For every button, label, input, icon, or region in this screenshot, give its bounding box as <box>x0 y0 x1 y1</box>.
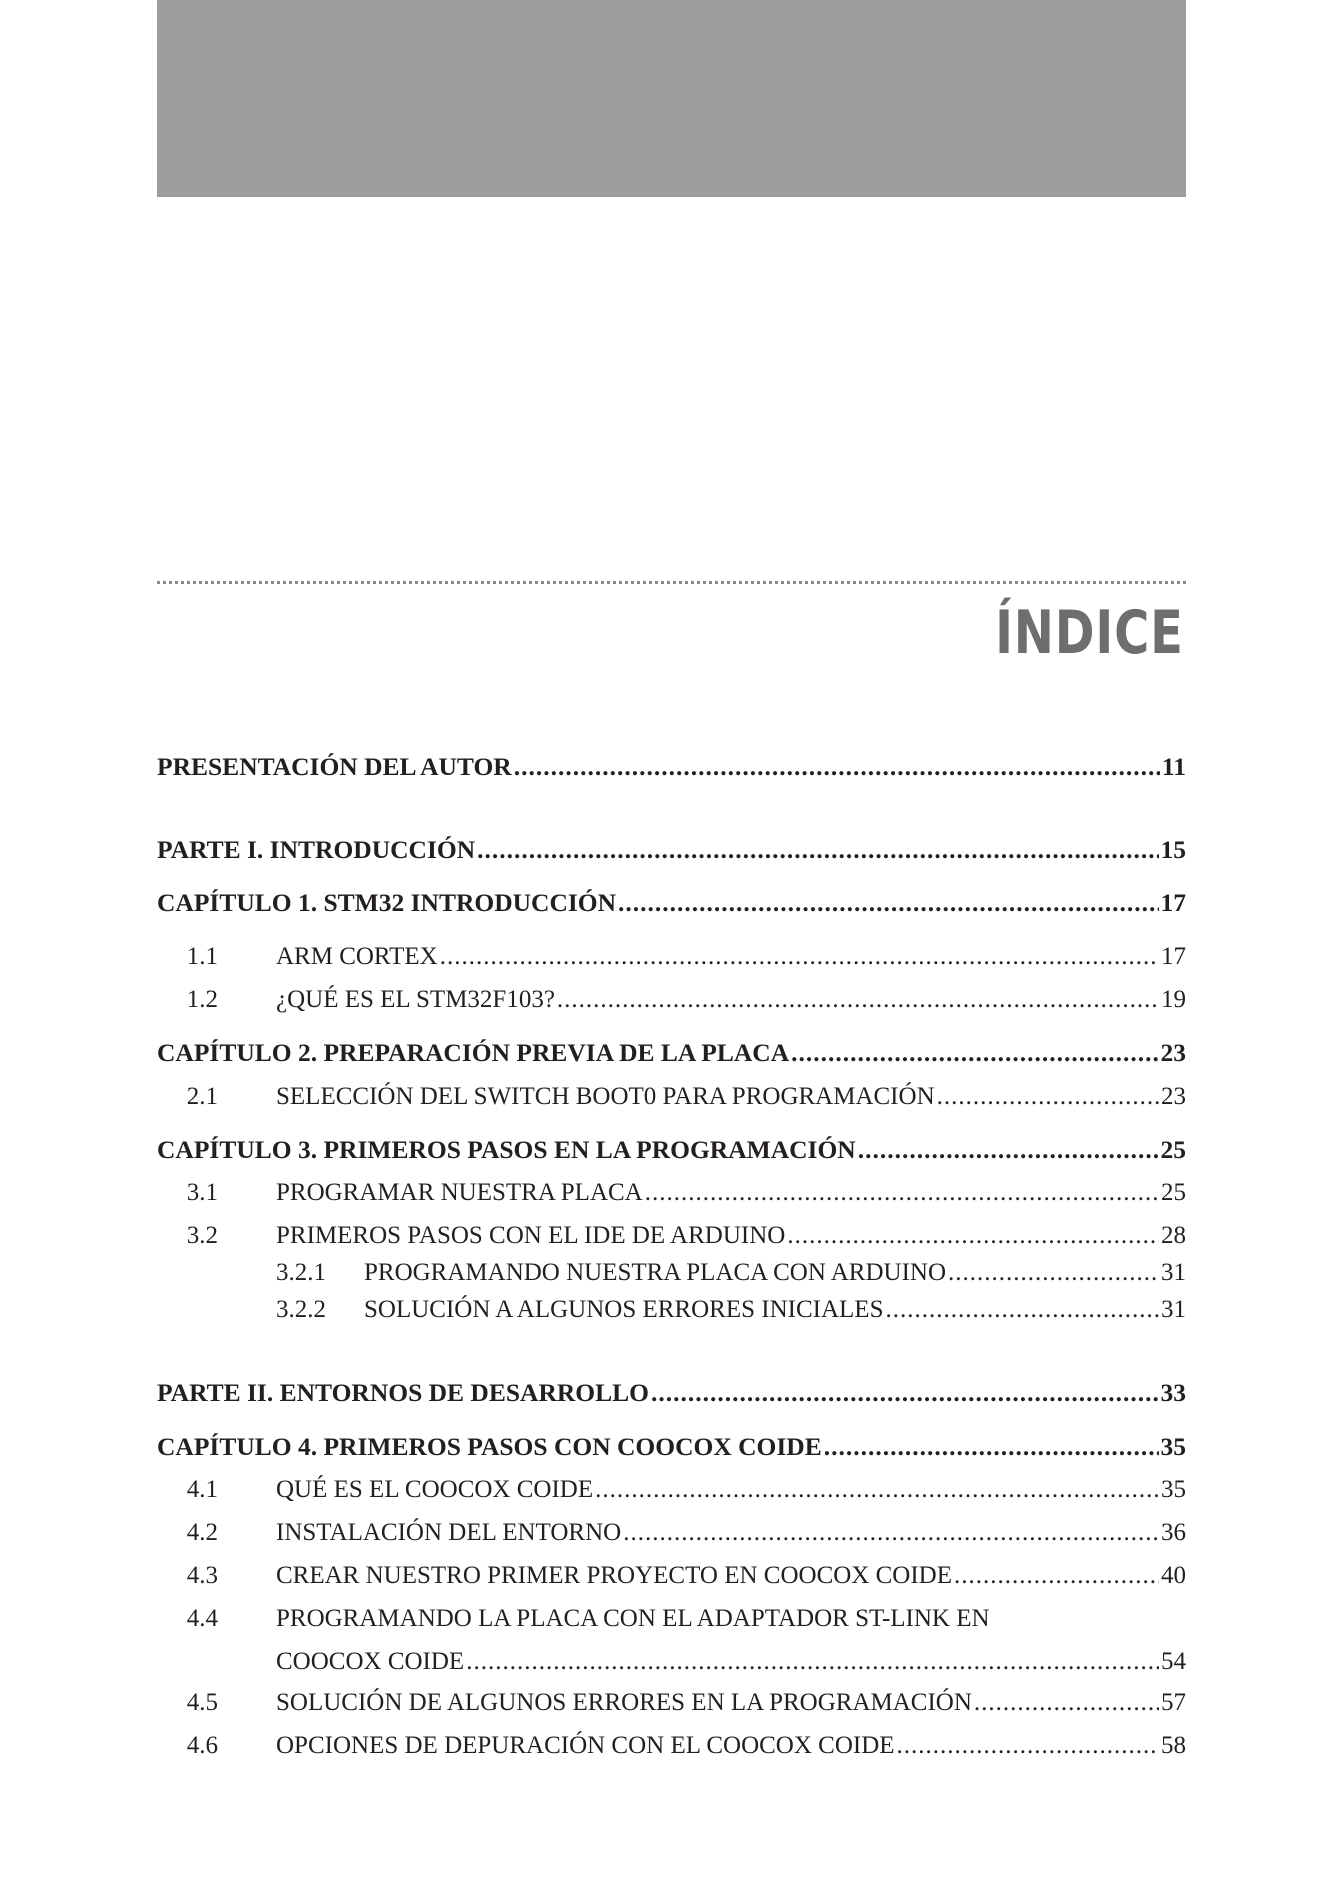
toc-entry-title: INSTALACIÓN DEL ENTORNO <box>276 1519 622 1546</box>
toc-entry-title: CAPÍTULO 1. STM32 INTRODUCCIÓN <box>157 888 617 917</box>
toc-entry <box>157 1559 1186 1593</box>
toc-entry <box>157 1430 1186 1464</box>
toc-entry-title: SOLUCIÓN A ALGUNOS ERRORES INICIALES <box>364 1296 884 1323</box>
toc-entry-title-continuation: COOCOX COIDE <box>276 1648 465 1675</box>
dot-leader <box>787 1219 1159 1253</box>
toc-entry-page: 57 <box>1161 1689 1186 1716</box>
toc-entry-title: SELECCIÓN DEL SWITCH BOOT0 PARA PROGRAMACIÓN <box>276 1083 935 1110</box>
toc-entry-number: 3.2.2 <box>276 1296 326 1323</box>
toc-entry <box>157 1293 1186 1327</box>
dot-leader <box>440 940 1159 974</box>
dot-leader <box>623 1516 1159 1550</box>
toc-entry-page: 36 <box>1161 1519 1186 1546</box>
dot-leader <box>954 1559 1159 1593</box>
toc-entry-page: 58 <box>1161 1732 1186 1759</box>
toc-entry-number: 4.4 <box>186 1605 218 1632</box>
toc-entry-number: 4.3 <box>186 1562 218 1589</box>
dot-leader <box>466 1645 1159 1679</box>
toc-entry-title: PRIMEROS PASOS CON EL IDE DE ARDUINO <box>276 1222 786 1249</box>
dot-leader <box>645 1176 1159 1210</box>
toc-entry-title: QUÉ ES EL COOCOX COIDE <box>276 1476 594 1503</box>
toc-entry <box>157 1036 1186 1070</box>
toc-entry <box>157 1516 1186 1550</box>
dot-leader <box>937 1080 1159 1114</box>
toc-entry-title: PARTE II. ENTORNOS DE DESARROLLO <box>157 1378 649 1407</box>
toc-entry <box>157 940 1186 974</box>
toc-entry-title: PROGRAMANDO LA PLACA CON EL ADAPTADOR ST-LINK EN <box>276 1605 990 1632</box>
toc-entry-title: ARM CORTEX <box>276 943 438 970</box>
dot-leader <box>948 1256 1159 1290</box>
toc-entry-page: 25 <box>1161 1179 1186 1206</box>
toc-entry-number: 1.1 <box>186 943 218 970</box>
toc-entry-title: CAPÍTULO 2. PREPARACIÓN PREVIA DE LA PLACA <box>157 1038 790 1067</box>
dot-leader <box>477 833 1158 867</box>
toc-entry-page: 35 <box>1160 1432 1186 1461</box>
toc-entry-title: PARTE I. INTRODUCCIÓN <box>157 835 476 864</box>
dot-leader <box>897 1729 1159 1763</box>
toc-entry-title: PROGRAMAR NUESTRA PLACA <box>276 1179 643 1206</box>
toc-entry-title: OPCIONES DE DEPURACIÓN CON EL COOCOX COIDE <box>276 1732 895 1759</box>
toc-entry <box>157 1376 1186 1410</box>
toc-entry-title: PROGRAMANDO NUESTRA PLACA CON ARDUINO <box>364 1259 947 1286</box>
toc-entry-page: 35 <box>1161 1476 1186 1503</box>
page-title: ÍNDICE <box>995 598 1184 668</box>
dot-leader <box>651 1376 1159 1410</box>
dot-leader <box>514 750 1160 784</box>
toc-entry <box>157 750 1186 784</box>
dot-leader <box>824 1430 1159 1464</box>
toc-entry <box>157 1133 1186 1167</box>
toc-entry-page: 23 <box>1160 1038 1186 1067</box>
toc-entry <box>157 1219 1186 1253</box>
toc-entry-title: ¿QUÉ ES EL STM32F103? <box>276 986 555 1013</box>
dot-leader <box>791 1036 1158 1070</box>
toc-entry <box>157 886 1186 920</box>
toc-entry-number: 2.1 <box>186 1083 218 1110</box>
toc-entry-number: 1.2 <box>186 986 218 1013</box>
toc-entry-page: 28 <box>1161 1222 1186 1249</box>
toc-entry <box>157 1602 1186 1636</box>
toc-entry-title: CAPÍTULO 3. PRIMEROS PASOS EN LA PROGRAMACIÓN <box>157 1135 856 1164</box>
toc-entry <box>157 1473 1186 1507</box>
toc-entry-title: CAPÍTULO 4. PRIMEROS PASOS CON COOCOX COIDE <box>157 1432 822 1461</box>
toc-entry-page: 25 <box>1160 1135 1186 1164</box>
toc-entry-page: 33 <box>1160 1378 1186 1407</box>
toc-entry-page: 54 <box>1161 1648 1186 1675</box>
toc-entry-page: 40 <box>1161 1562 1186 1589</box>
toc-entry-number: 3.1 <box>186 1179 218 1206</box>
toc-entry <box>157 1256 1186 1290</box>
toc-entry-page: 23 <box>1161 1083 1186 1110</box>
toc-entry-page: 31 <box>1161 1259 1186 1286</box>
toc-entry <box>157 1686 1186 1720</box>
toc-entry-number: 4.2 <box>186 1519 218 1546</box>
toc-entry-number: 4.1 <box>186 1476 218 1503</box>
toc-entry-number: 3.2 <box>186 1222 218 1249</box>
dot-leader <box>858 1133 1159 1167</box>
toc-entry-number: 4.6 <box>186 1732 218 1759</box>
toc-entry-continuation <box>157 1645 1186 1679</box>
toc-entry <box>157 1080 1186 1114</box>
toc-entry-title: SOLUCIÓN DE ALGUNOS ERRORES EN LA PROGRAMACIÓN <box>276 1689 972 1716</box>
toc-entry <box>157 833 1186 867</box>
toc-entry-page: 31 <box>1161 1296 1186 1323</box>
dot-leader <box>557 983 1159 1017</box>
toc-entry-number: 4.5 <box>186 1689 218 1716</box>
dot-leader <box>618 886 1158 920</box>
dot-leader <box>974 1686 1159 1720</box>
toc-entry-page: 11 <box>1161 752 1186 781</box>
dot-leader <box>595 1473 1159 1507</box>
dot-leader <box>885 1293 1159 1327</box>
toc-entry-page: 19 <box>1161 986 1186 1013</box>
toc-entry <box>157 1176 1186 1210</box>
toc-entry-page: 17 <box>1161 943 1186 970</box>
toc-entry-page: 17 <box>1160 888 1186 917</box>
toc-entry <box>157 983 1186 1017</box>
toc-entry-page: 15 <box>1160 835 1186 864</box>
table-of-contents <box>157 0 1186 1890</box>
toc-entry-number: 3.2.1 <box>276 1259 326 1286</box>
toc-entry <box>157 1729 1186 1763</box>
toc-entry-title: PRESENTACIÓN DEL AUTOR <box>157 752 512 781</box>
toc-entry-title: CREAR NUESTRO PRIMER PROYECTO EN COOCOX COIDE <box>276 1562 952 1589</box>
